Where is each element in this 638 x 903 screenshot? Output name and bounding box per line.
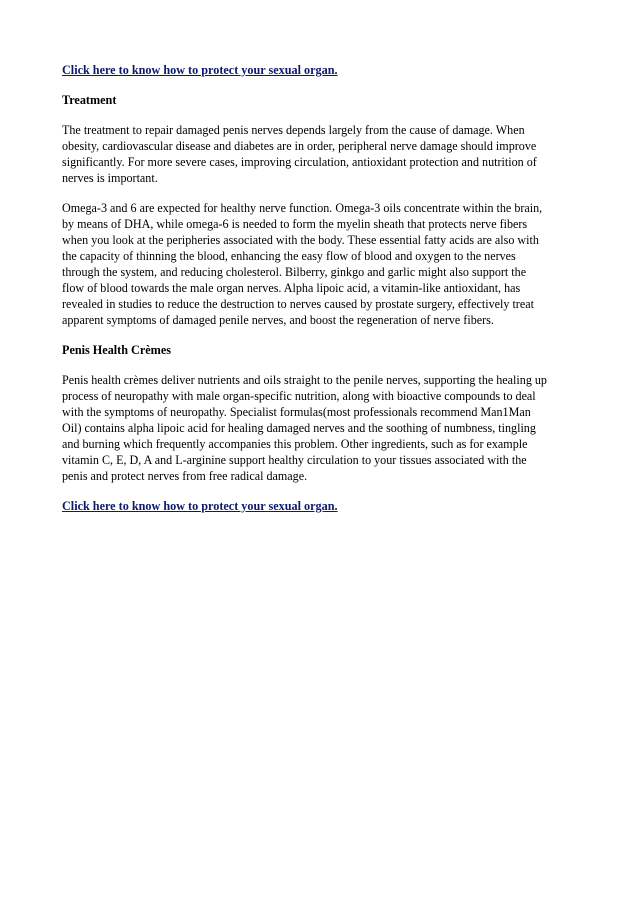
text-line: apparent symptoms of damaged penile nerves, and boost the regeneration of nerve fibers. — [62, 313, 494, 327]
text-line: when you look at the peripheries associated with the body. These essential fatty acids are also with — [62, 233, 539, 247]
text-line: with the symptoms of neuropathy. Specialist formulas(most professionals recommend Man1Man — [62, 405, 531, 419]
cremes-paragraph — [62, 372, 582, 484]
text-line: penis and protect nerves from free radical damage. — [62, 469, 308, 483]
document-page — [62, 62, 582, 514]
text-line: obesity, cardiovascular disease and diabetes are in order, peripheral nerve damage should improve — [62, 139, 537, 153]
text-line: Oil) contains alpha lipoic acid for healing damaged nerves and the soothing of numbness, tingling — [62, 421, 536, 435]
treatment-paragraph-2 — [62, 200, 582, 328]
text-line: by means of DHA, while omega-6 is needed to form the myelin sheath that protects nerve fibers — [62, 217, 528, 231]
text-line: Penis health crèmes deliver nutrients and oils straight to the penile nerves, supporting the healing up — [62, 373, 547, 387]
treatment-paragraph-1 — [62, 122, 582, 186]
treatment-heading: Treatment — [62, 93, 117, 107]
text-line: the capacity of thinning the blood, enhancing the easy flow of blood and oxygen to the nerves — [62, 249, 516, 263]
text-line: revealed in studies to reduce the destruction to nerves caused by prostate surgery, effectively treat — [62, 297, 534, 311]
text-line: flow of blood towards the male organ nerves. Alpha lipoic acid, a vitamin-like antioxidant, has — [62, 281, 521, 295]
cremes-heading: Penis Health Crèmes — [62, 343, 171, 357]
text-line: nerves is important. — [62, 171, 158, 185]
protect-organ-link-top[interactable]: Click here to know how to protect your sexual organ. — [62, 63, 338, 77]
text-line: process of neuropathy with male organ-specific nutrition, along with bioactive compounds to deal — [62, 389, 536, 403]
text-line: and burning which frequently accompanies this problem. Other ingredients, such as for example — [62, 437, 528, 451]
text-line: Omega-3 and 6 are expected for healthy nerve function. Omega-3 oils concentrate within the brain, — [62, 201, 543, 215]
text-line: vitamin C, E, D, A and L-arginine support healthy circulation to your tissues associated with the — [62, 453, 527, 467]
protect-organ-link-bottom[interactable]: Click here to know how to protect your sexual organ. — [62, 499, 338, 513]
text-line: The treatment to repair damaged penis nerves depends largely from the cause of damage. When — [62, 123, 525, 137]
text-line: significantly. For more severe cases, improving circulation, antioxidant protection and nutrition of — [62, 155, 537, 169]
text-line: through the system, and reducing cholesterol. Bilberry, ginkgo and garlic might also support the — [62, 265, 527, 279]
